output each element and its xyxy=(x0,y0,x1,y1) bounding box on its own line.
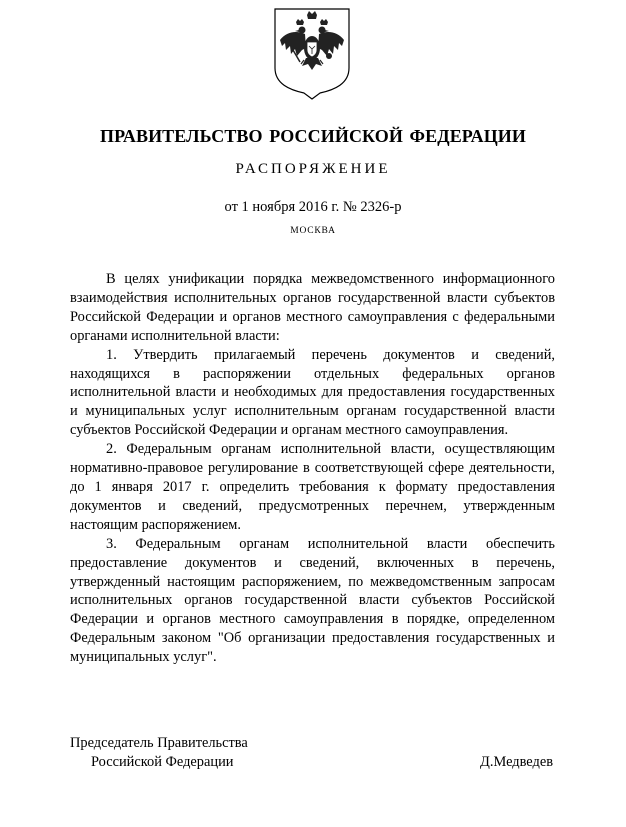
double-headed-eagle-emblem-icon xyxy=(272,6,352,102)
emblem xyxy=(272,6,352,102)
signatory-position xyxy=(70,734,248,772)
signatory-position-line-1: Председатель Правительства xyxy=(70,735,248,751)
item-2-paragraph: 2. Федеральным органам исполнительной власти, осуществляющим нормативно-правовое регулирование в соответствующей сфере деятельности, до 1 января 2017 г. определить требования к формату предоставления документов и сведений, предусмотренных перечнем, утвержденным настоящим распоряжением. xyxy=(70,441,555,533)
signatory-name: Д.Медведев xyxy=(480,754,553,770)
document-date-number: от 1 ноября 2016 г. № 2326-р xyxy=(224,199,402,215)
document-type: РАСПОРЯЖЕНИЕ xyxy=(235,161,391,177)
item-1-paragraph: 1. Утвердить прилагаемый перечень документов и сведений, находящихся в распоряжении отдельных федеральных органов исполнительной власти и необходимых для предоставления государственных и муниципальных услуг исполнительным органам государственной власти субъектов Российской Федерации и органам местного самоуправления. xyxy=(70,346,555,439)
item-3-paragraph: 3. Федеральным органам исполнительной власти обеспечить предоставление документов и сведений, включенных в перечень, утвержденный настоящим распоряжением, по межведомственным запросам исполнительных органов государственной власти субъектов Российской Федерации и органов местного самоуправления в порядке, определенном Федеральным законом "Об организации предоставления государственных и муниципальных услуг". xyxy=(70,535,555,666)
signatory-position-line-2: Российской Федерации xyxy=(91,754,234,770)
intro-paragraph: В целях унификации порядка межведомственного информационного взаимодействия исполнительных органов государственной власти субъектов Российской Федерации и органов местного самоуправления с федеральными органами исполнительной власти: xyxy=(70,271,555,344)
government-title: ПРАВИТЕЛЬСТВО РОССИЙСКОЙ ФЕДЕРАЦИИ xyxy=(99,126,526,146)
document-city: МОСКВА xyxy=(290,226,336,236)
document-body xyxy=(70,270,555,667)
